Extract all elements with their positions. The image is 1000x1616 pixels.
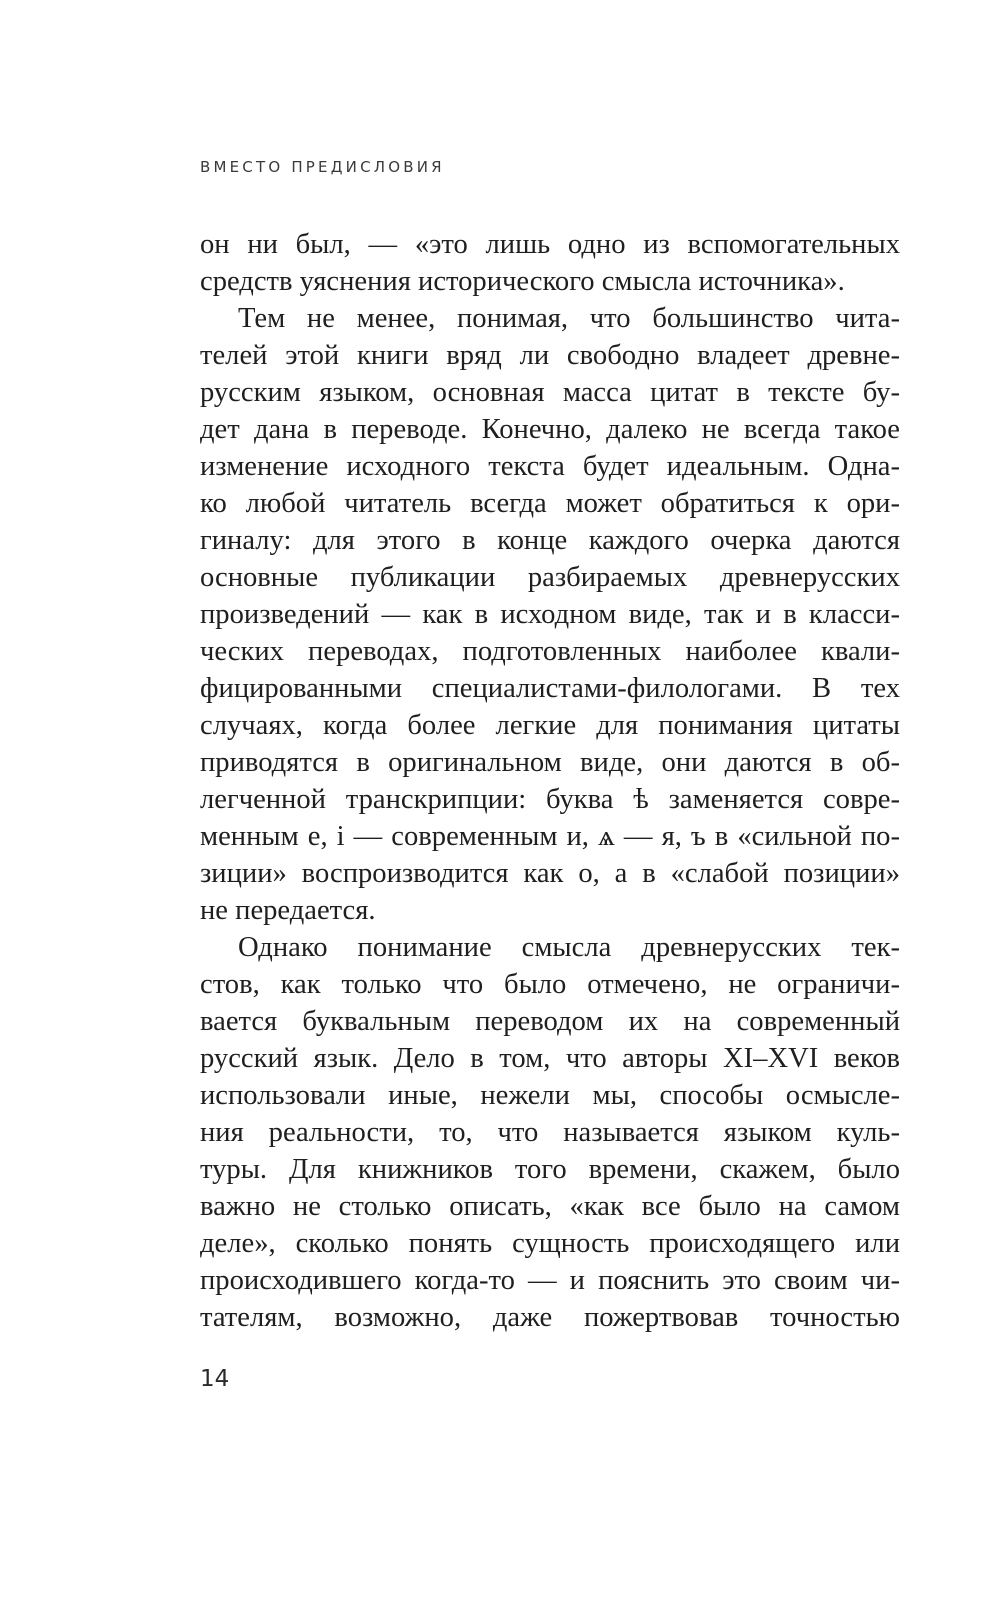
text-line: зиции» воспроизводится как о, а в «слабой позиции» — [200, 858, 900, 889]
text-line: русским языком, основная масса цитат в тексте бу- — [200, 377, 900, 408]
text-line: ния реальности, то, что называется языком куль- — [200, 1117, 900, 1148]
text-line: стов, как только что было отмечено, не ограничи- — [200, 969, 900, 1000]
text-line: Однако понимание смысла древнерусских тек- — [238, 932, 900, 963]
text-line: основные публикации разбираемых древнерусских — [200, 562, 900, 593]
text-line: деле», сколько понять сущность происходящего или — [200, 1228, 900, 1259]
text-line: ко любой читатель всегда может обратиться к ори- — [200, 488, 900, 519]
text-line: приводятся в оригинальном виде, они даются в об- — [200, 747, 900, 778]
text-line: Тем не менее, понимая, что большинство чита- — [238, 303, 900, 334]
paragraph — [200, 226, 900, 300]
paragraph — [200, 929, 900, 1336]
paragraph — [200, 300, 900, 929]
text-line: происходившего когда-то — и пояснить это своим чи- — [200, 1265, 900, 1296]
text-line: изменение исходного текста будет идеальным. Одна- — [200, 451, 900, 482]
text-line: он ни был, — «это лишь одно из вспомогательных — [200, 229, 900, 260]
text-line: важно не столько описать, «как все было на самом — [200, 1191, 900, 1222]
text-line: не передается. — [200, 895, 376, 926]
text-line: ческих переводах, подготовленных наиболее квали- — [200, 636, 900, 667]
text-line: легченной транскрипции: буква ѣ заменяется совре- — [200, 784, 900, 815]
running-head: ВМЕСТО ПРЕДИСЛОВИЯ — [200, 158, 445, 176]
text-line: дет дана в переводе. Конечно, далеко не всегда такое — [200, 414, 900, 445]
text-line: фицированными специалистами-филологами. В тех — [200, 673, 900, 704]
text-line: русский язык. Дело в том, что авторы XI–XVI веков — [200, 1043, 900, 1074]
text-line: телей этой книги вряд ли свободно владеет древне- — [200, 340, 900, 371]
text-line: тателям, возможно, даже пожертвовав точностью — [200, 1302, 900, 1333]
body-text — [200, 226, 900, 1336]
text-line: использовали иные, нежели мы, способы осмысле- — [200, 1080, 900, 1111]
text-line: менным е, і — современным и, ѧ — я, ъ в «сильной по- — [200, 821, 900, 852]
page-number: 14 — [200, 1366, 230, 1392]
text-line: случаях, когда более легкие для понимания цитаты — [200, 710, 900, 741]
text-line: туры. Для книжников того времени, скажем, было — [200, 1154, 900, 1185]
text-line: средств уяснения исторического смысла источника». — [200, 266, 845, 297]
text-line: гиналу: для этого в конце каждого очерка даются — [200, 525, 900, 556]
text-line: произведений — как в исходном виде, так и в класси- — [200, 599, 900, 630]
text-line: вается буквальным переводом их на современный — [200, 1006, 900, 1037]
